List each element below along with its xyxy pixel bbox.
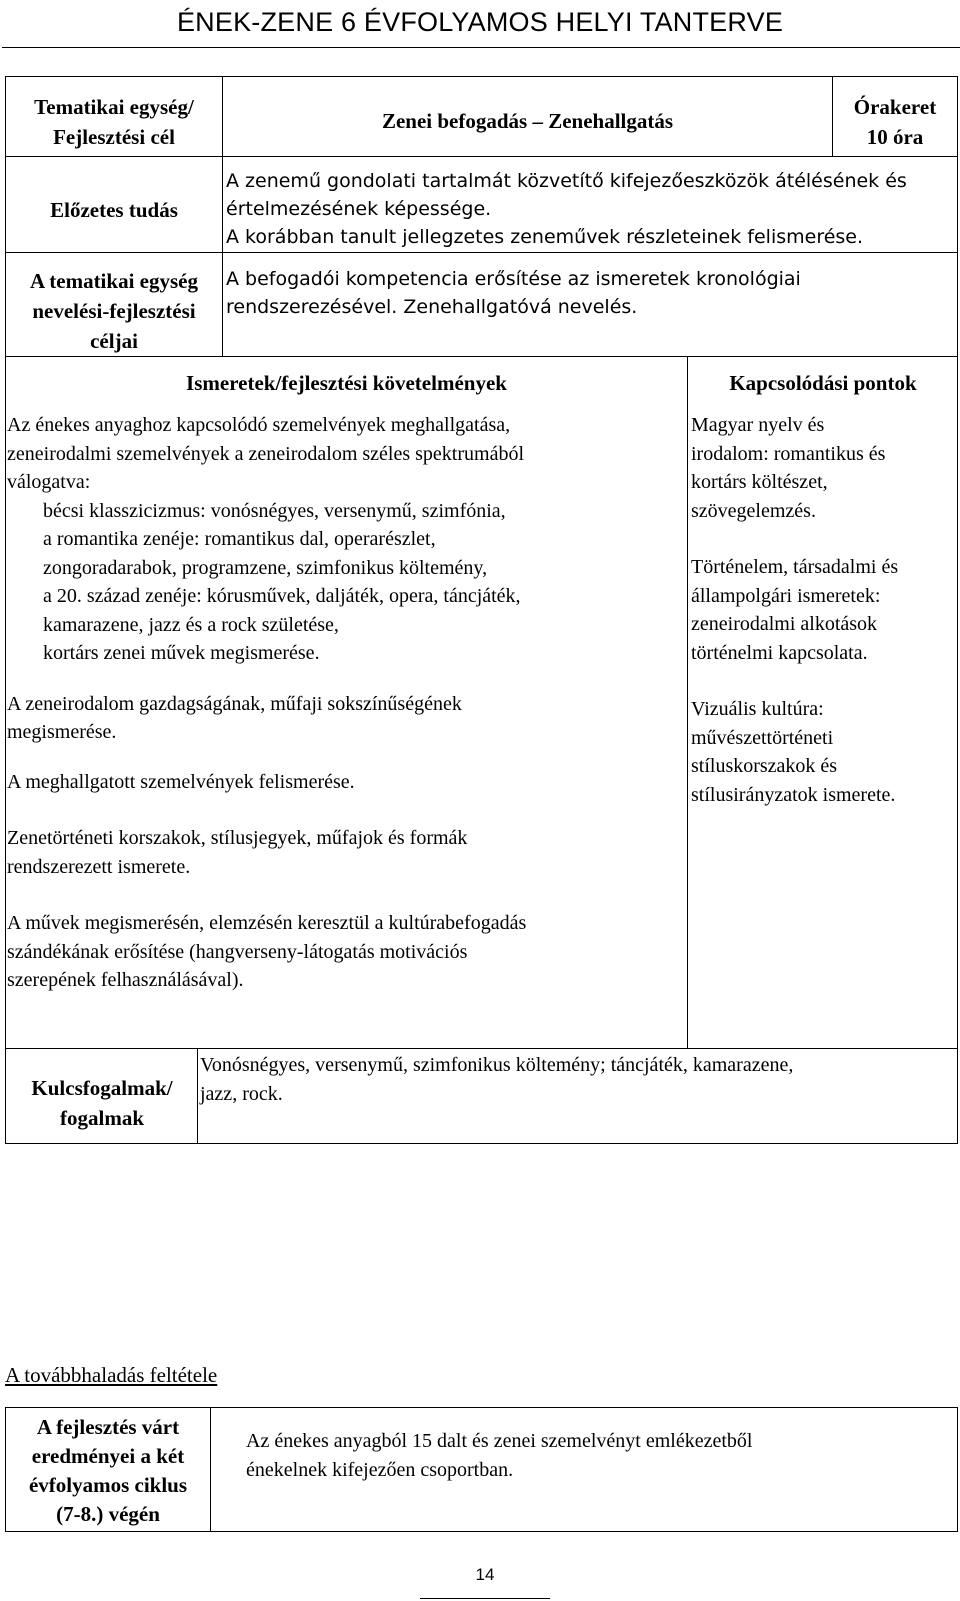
text-line: Vonósnégyes, versenymű, szimfonikus költemény; táncjáték, kamarazene, bbox=[200, 1054, 794, 1076]
goals-label: A tematikai egység nevelési-fejlesztési céljai bbox=[30, 269, 198, 353]
text-line: Vizuális kultúra: bbox=[691, 698, 824, 720]
text-line: zeneirodalmi alkotások bbox=[691, 613, 878, 635]
list-item: kamarazene, jazz és a rock születése, bbox=[43, 613, 339, 636]
text-line: Történelem, társadalmi és bbox=[691, 556, 899, 578]
prior-knowledge-text bbox=[226, 167, 954, 251]
text-line: A befogadói kompetencia erősítése az ismeretek kronológiai bbox=[226, 268, 801, 290]
table-row-divider bbox=[5, 156, 958, 157]
text-line: történelmi kapcsolata. bbox=[691, 641, 868, 664]
text-line: jazz, rock. bbox=[200, 1082, 283, 1105]
text-line: szövegelemzés. bbox=[691, 499, 816, 522]
text-line: rendszerezésével. Zenehallgatóvá nevelés. bbox=[226, 296, 638, 318]
text-line: énekelnek kifejezően csoportban. bbox=[246, 1458, 514, 1481]
footer-rule bbox=[420, 1598, 550, 1599]
keywords-label: Kulcsfogalmak/ fogalmak bbox=[31, 1076, 173, 1130]
text-line: irodalom: romantikus és bbox=[691, 442, 886, 465]
topic-label: Tematikai egység/ Fejlesztési cél bbox=[34, 95, 194, 149]
text-line: stíluskorszakok és bbox=[691, 755, 838, 777]
hours-value: 10 óra bbox=[866, 125, 924, 149]
prior-knowledge-label: Előzetes tudás bbox=[50, 198, 178, 222]
text-line: stílusirányzatok ismerete. bbox=[691, 783, 896, 806]
table-border-right bbox=[957, 1407, 958, 1532]
links-content bbox=[691, 411, 955, 809]
text-line: értelmezésének képessége. bbox=[226, 198, 492, 220]
topic-title: Zenei befogadás – Zenehallgatás bbox=[381, 109, 674, 133]
keywords-text bbox=[200, 1051, 955, 1108]
text-line: Zenetörténeti korszakok, stílusjegyek, műfajok és formák bbox=[7, 827, 468, 849]
table-border-left bbox=[5, 76, 6, 1144]
links-paragraph bbox=[691, 553, 955, 667]
table-border-bottom bbox=[5, 1143, 958, 1144]
text-line: zeneirodalmi szemelvények a zeneirodalom széles spektrumából bbox=[7, 442, 525, 465]
goals-text bbox=[226, 265, 954, 321]
table-border-top bbox=[5, 76, 958, 77]
knowledge-paragraph bbox=[7, 768, 685, 797]
hours-label: Órakeret bbox=[853, 95, 937, 119]
list-item: a 20. század zenéje: kórusművek, daljáték, opera, táncjáték, bbox=[43, 585, 521, 607]
knowledge-paragraph bbox=[7, 411, 685, 497]
text-line: megismerése. bbox=[7, 721, 117, 743]
page-number: 14 bbox=[475, 1565, 495, 1584]
text-line: A művek megismerésén, elemzésén keresztül a kultúrabefogadás bbox=[7, 912, 527, 934]
table-border-right bbox=[957, 76, 958, 1144]
knowledge-content bbox=[7, 411, 685, 995]
progress-text bbox=[246, 1427, 946, 1484]
text-line: A meghallgatott szemelvények felismerése. bbox=[7, 770, 355, 793]
text-line: állampolgári ismeretek: bbox=[691, 584, 881, 607]
text-line: A zeneirodalom gazdagságának, műfaji sokszínűségének bbox=[7, 692, 462, 715]
links-paragraph bbox=[691, 695, 955, 809]
table-col-divider bbox=[210, 1407, 211, 1532]
text-line: A zenemű gondolati tartalmát közvetítő kifejezőeszközök átélésének és bbox=[226, 170, 907, 192]
table-row-divider bbox=[5, 252, 958, 253]
progress-label: A fejlesztés várt eredményei a két évfolyamos ciklus (7-8.) végén bbox=[28, 1415, 188, 1526]
table-col-divider bbox=[197, 1048, 198, 1144]
text-line: kortárs költészet, bbox=[691, 471, 828, 493]
text-line: A korábban tanult jellegzetes zeneművek részleteinek felismerése. bbox=[226, 226, 864, 248]
knowledge-header: Ismeretek/fejlesztési követelmények bbox=[186, 371, 507, 395]
list-item: bécsi klasszicizmus: vonósnégyes, versenymű, szimfónia, bbox=[43, 499, 506, 522]
text-line: szerepének felhasználásával). bbox=[7, 969, 244, 991]
table-row-divider bbox=[5, 356, 958, 357]
table-col-divider bbox=[832, 76, 833, 157]
list-item: zongoradarabok, programzene, szimfonikus költemény, bbox=[43, 556, 488, 579]
knowledge-list bbox=[7, 497, 685, 668]
text-line: szándékának erősítése (hangverseny-látogatás motivációs bbox=[7, 940, 468, 963]
text-line: művészettörténeti bbox=[691, 726, 834, 749]
table-col-divider bbox=[222, 76, 223, 357]
text-line: Az énekes anyaghoz kapcsolódó szemelvények meghallgatása, bbox=[7, 414, 511, 436]
progress-title: A továbbhaladás feltétele bbox=[5, 1363, 218, 1387]
knowledge-paragraph bbox=[7, 909, 685, 995]
knowledge-paragraph bbox=[7, 824, 685, 881]
page-title: ÉNEK-ZENE 6 ÉVFOLYAMOS HELYI TANTERVE bbox=[176, 7, 784, 37]
table-border-left bbox=[5, 1407, 6, 1532]
header-rule bbox=[2, 47, 960, 48]
table-row-divider bbox=[5, 1048, 958, 1049]
text-line: Magyar nyelv és bbox=[691, 414, 825, 436]
table-border-top bbox=[5, 1407, 958, 1408]
list-item: kortárs zenei művek megismerése. bbox=[43, 642, 320, 664]
table-col-divider bbox=[687, 356, 688, 1049]
hours-cell bbox=[834, 92, 956, 152]
links-header: Kapcsolódási pontok bbox=[729, 371, 917, 395]
table-border-bottom bbox=[5, 1531, 958, 1532]
text-line: Az énekes anyagból 15 dalt és zenei szemelvényt emlékezetből bbox=[246, 1430, 753, 1452]
knowledge-paragraph bbox=[7, 690, 685, 747]
links-paragraph bbox=[691, 411, 955, 525]
text-line: válogatva: bbox=[7, 471, 91, 493]
text-line: rendszerezett ismerete. bbox=[7, 855, 191, 878]
list-item: a romantika zenéje: romantikus dal, operarészlet, bbox=[43, 528, 436, 550]
